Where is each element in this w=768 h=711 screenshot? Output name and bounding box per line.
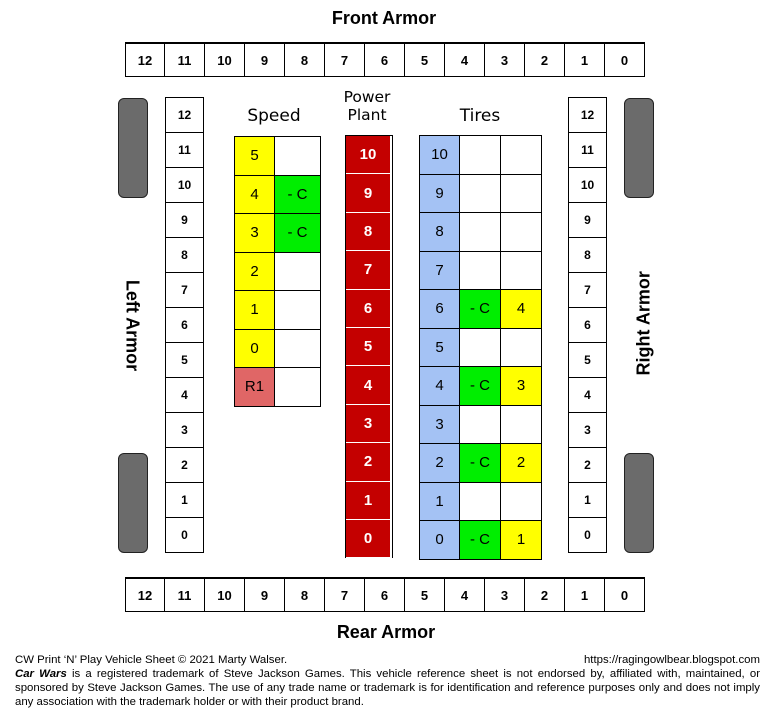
speed-row <box>234 137 321 176</box>
tire-dp-box[interactable]: 0 <box>419 521 460 560</box>
left-armor-box[interactable]: 1 <box>165 483 204 518</box>
tire-row <box>419 136 542 175</box>
tire-control-box[interactable] <box>460 483 501 522</box>
tire-speed-box[interactable] <box>501 136 542 175</box>
speed-row <box>234 176 321 215</box>
rear-armor-box[interactable]: 2 <box>525 578 565 612</box>
speed-grid <box>234 136 321 407</box>
speed-control-box[interactable] <box>275 253 321 292</box>
right-armor-box[interactable]: 5 <box>568 343 607 378</box>
front-right-tire <box>624 98 654 198</box>
rear-armor-box[interactable]: 11 <box>165 578 205 612</box>
power-plant-box[interactable]: 2 <box>346 443 390 481</box>
tire-row <box>419 213 542 252</box>
tire-control-box[interactable]: - C <box>460 367 501 406</box>
tire-dp-box[interactable]: 2 <box>419 444 460 483</box>
left-armor-box[interactable]: 6 <box>165 308 204 343</box>
tire-speed-box[interactable] <box>501 406 542 445</box>
tire-speed-box[interactable]: 2 <box>501 444 542 483</box>
tire-speed-box[interactable] <box>501 213 542 252</box>
left-armor-box[interactable]: 12 <box>165 98 204 133</box>
tire-row <box>419 367 542 406</box>
speed-control-box[interactable] <box>275 368 321 407</box>
rear-armor-box[interactable]: 8 <box>285 578 325 612</box>
front-armor-box[interactable]: 0 <box>605 43 645 77</box>
right-armor-box[interactable]: 11 <box>568 133 607 168</box>
front-armor-title: Front Armor <box>331 8 437 28</box>
power-plant-box[interactable]: 7 <box>346 251 390 289</box>
front-armor-box[interactable]: 9 <box>245 43 285 77</box>
tire-control-box[interactable]: - C <box>460 444 501 483</box>
tire-control-box[interactable] <box>460 252 501 291</box>
power-plant-box[interactable]: 3 <box>346 405 390 443</box>
power-plant-title-line1: Power <box>343 88 391 106</box>
rear-left-tire <box>118 453 148 553</box>
rear-armor-box[interactable]: 0 <box>605 578 645 612</box>
tire-dp-box[interactable]: 6 <box>419 290 460 329</box>
rear-armor-box[interactable]: 9 <box>245 578 285 612</box>
left-armor-box[interactable]: 3 <box>165 413 204 448</box>
power-plant-box[interactable]: 6 <box>346 290 390 328</box>
left-armor-box[interactable]: 7 <box>165 273 204 308</box>
tire-dp-box[interactable]: 3 <box>419 406 460 445</box>
left-armor-box[interactable]: 4 <box>165 378 204 413</box>
tire-control-box[interactable] <box>460 136 501 175</box>
legal-text: is a registered trademark of Steve Jackson Games. This vehicle reference sheet is not endorsed by, affiliated with, maintained, or sponsored by Steve Jackson Games. The use of any trade name or trademark is for identification and reference purposes only and does not imply any association with the trademark holder or with their product brand. <box>15 668 760 708</box>
rear-armor-box[interactable]: 10 <box>205 578 245 612</box>
rear-armor-box[interactable]: 3 <box>485 578 525 612</box>
right-armor-box[interactable]: 9 <box>568 203 607 238</box>
tire-dp-box[interactable]: 1 <box>419 483 460 522</box>
speed-value-box[interactable]: 3 <box>234 214 275 253</box>
speed-row <box>234 368 321 407</box>
brand-name: Car Wars <box>15 668 67 680</box>
rear-armor-box[interactable]: 7 <box>325 578 365 612</box>
right-armor-title: Right Armor <box>633 271 654 376</box>
front-armor-box[interactable]: 6 <box>365 43 405 77</box>
power-plant-box[interactable]: 10 <box>346 136 390 174</box>
speed-value-box[interactable]: 5 <box>234 137 275 176</box>
power-plant-box[interactable]: 0 <box>346 520 390 558</box>
speed-control-box[interactable]: - C <box>275 176 321 215</box>
right-armor-box[interactable]: 0 <box>568 518 607 553</box>
right-armor-box[interactable]: 8 <box>568 238 607 273</box>
rear-armor-box[interactable]: 1 <box>565 578 605 612</box>
tire-row <box>419 175 542 214</box>
left-armor-track <box>165 97 204 553</box>
power-plant-box[interactable]: 5 <box>346 328 390 366</box>
power-plant-box[interactable]: 8 <box>346 213 390 251</box>
right-armor-box[interactable]: 1 <box>568 483 607 518</box>
speed-value-box[interactable]: 4 <box>234 176 275 215</box>
tire-dp-box[interactable]: 9 <box>419 175 460 214</box>
left-armor-box[interactable]: 10 <box>165 168 204 203</box>
rear-armor-title: Rear Armor <box>336 622 436 642</box>
power-plant-box[interactable]: 4 <box>346 366 390 404</box>
left-armor-box[interactable]: 9 <box>165 203 204 238</box>
right-armor-box[interactable]: 6 <box>568 308 607 343</box>
tire-control-box[interactable]: - C <box>460 521 501 560</box>
tire-speed-box[interactable]: 3 <box>501 367 542 406</box>
front-armor-box[interactable]: 2 <box>525 43 565 77</box>
speed-row <box>234 291 321 330</box>
front-left-tire <box>118 98 148 198</box>
tire-dp-box[interactable]: 8 <box>419 213 460 252</box>
speed-row <box>234 330 321 369</box>
power-plant-title-line2: Plant <box>347 106 387 124</box>
tire-speed-box[interactable] <box>501 483 542 522</box>
speed-control-box[interactable]: - C <box>275 214 321 253</box>
speed-control-box[interactable] <box>275 291 321 330</box>
right-armor-track <box>568 97 607 553</box>
tire-row <box>419 406 542 445</box>
speed-title: Speed <box>247 106 301 126</box>
left-armor-box[interactable]: 0 <box>165 518 204 553</box>
left-armor-box[interactable]: 5 <box>165 343 204 378</box>
power-plant-title <box>327 88 407 124</box>
front-armor-track <box>125 42 645 77</box>
tire-control-box[interactable] <box>460 175 501 214</box>
power-plant-grid <box>345 135 393 558</box>
tire-control-box[interactable] <box>460 406 501 445</box>
tire-speed-box[interactable] <box>501 175 542 214</box>
speed-row <box>234 214 321 253</box>
tire-row <box>419 329 542 368</box>
speed-control-box[interactable] <box>275 330 321 369</box>
blog-link[interactable]: https://ragingowlbear.blogspot.com <box>583 654 760 666</box>
right-armor-box[interactable]: 7 <box>568 273 607 308</box>
rear-armor-box[interactable]: 12 <box>125 578 165 612</box>
front-armor-box[interactable]: 11 <box>165 43 205 77</box>
left-armor-box[interactable]: 8 <box>165 238 204 273</box>
power-plant-box[interactable]: 1 <box>346 482 390 520</box>
tire-row <box>419 252 542 291</box>
rear-armor-box[interactable]: 4 <box>445 578 485 612</box>
tire-row <box>419 521 542 560</box>
left-armor-box[interactable]: 11 <box>165 133 204 168</box>
tire-control-box[interactable]: - C <box>460 290 501 329</box>
speed-value-box[interactable]: 0 <box>234 330 275 369</box>
tire-dp-box[interactable]: 4 <box>419 367 460 406</box>
front-armor-box[interactable]: 5 <box>405 43 445 77</box>
front-armor-box[interactable]: 7 <box>325 43 365 77</box>
speed-value-box[interactable]: 1 <box>234 291 275 330</box>
left-armor-title: Left Armor <box>122 279 143 372</box>
tire-dp-box[interactable]: 7 <box>419 252 460 291</box>
rear-armor-box[interactable]: 5 <box>405 578 445 612</box>
tires-title: Tires <box>459 106 501 126</box>
copyright-text: CW Print ‘N’ Play Vehicle Sheet © 2021 Marty Walser. <box>15 654 288 666</box>
right-armor-box[interactable]: 10 <box>568 168 607 203</box>
front-armor-box[interactable]: 10 <box>205 43 245 77</box>
tire-speed-box[interactable]: 4 <box>501 290 542 329</box>
speed-control-box[interactable] <box>275 137 321 176</box>
front-armor-box[interactable]: 3 <box>485 43 525 77</box>
rear-armor-box[interactable]: 6 <box>365 578 405 612</box>
tire-control-box[interactable] <box>460 213 501 252</box>
tire-speed-box[interactable]: 1 <box>501 521 542 560</box>
speed-value-box[interactable]: R1 <box>234 368 275 407</box>
front-armor-box[interactable]: 1 <box>565 43 605 77</box>
tire-speed-box[interactable] <box>501 329 542 368</box>
power-plant-box[interactable]: 9 <box>346 174 390 212</box>
tire-speed-box[interactable] <box>501 252 542 291</box>
tire-row <box>419 444 542 483</box>
tires-grid <box>419 135 542 560</box>
right-armor-box[interactable]: 12 <box>568 98 607 133</box>
footer <box>15 653 760 709</box>
left-armor-box[interactable]: 2 <box>165 448 204 483</box>
tire-dp-box[interactable]: 10 <box>419 136 460 175</box>
front-armor-box[interactable]: 4 <box>445 43 485 77</box>
tire-dp-box[interactable]: 5 <box>419 329 460 368</box>
tire-row <box>419 290 542 329</box>
front-armor-box[interactable]: 12 <box>125 43 165 77</box>
rear-armor-track <box>125 577 645 612</box>
rear-right-tire <box>624 453 654 553</box>
right-armor-box[interactable]: 3 <box>568 413 607 448</box>
trademark-notice <box>15 667 760 709</box>
tire-control-box[interactable] <box>460 329 501 368</box>
tire-row <box>419 483 542 522</box>
right-armor-box[interactable]: 2 <box>568 448 607 483</box>
speed-row <box>234 253 321 292</box>
right-armor-box[interactable]: 4 <box>568 378 607 413</box>
speed-value-box[interactable]: 2 <box>234 253 275 292</box>
front-armor-box[interactable]: 8 <box>285 43 325 77</box>
